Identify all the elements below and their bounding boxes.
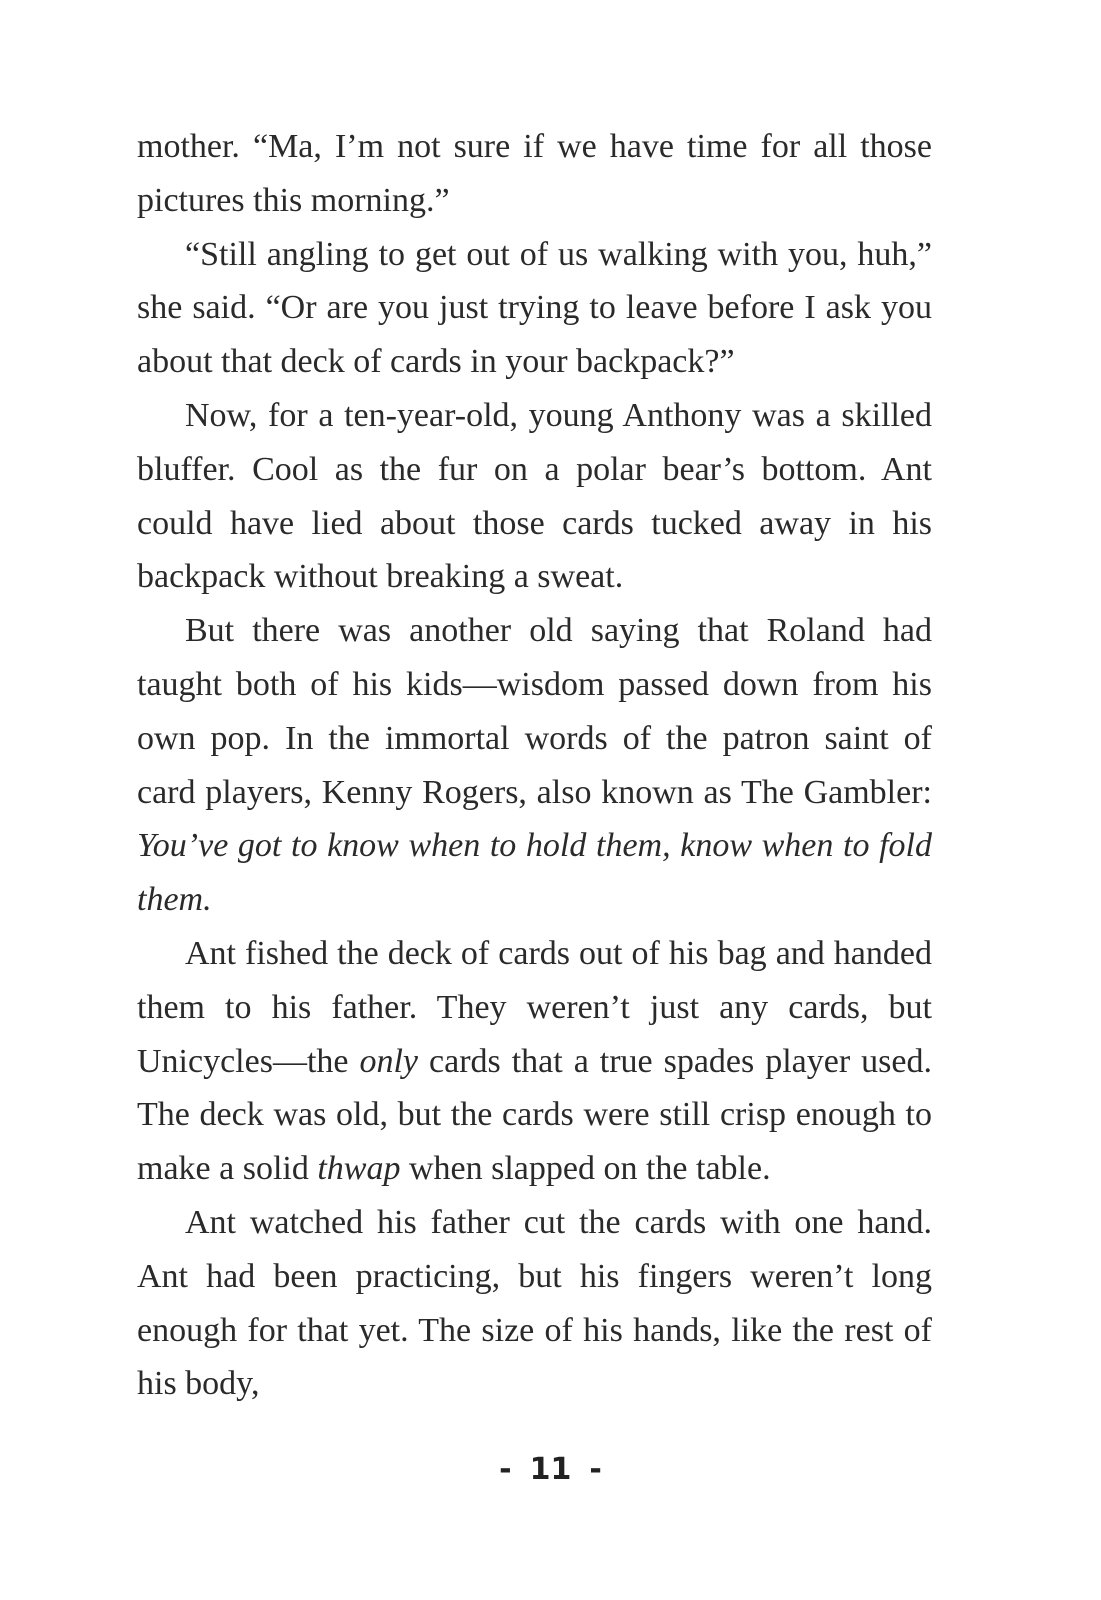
italic-text-run: You’ve got to know when to hold them, know when to fold them. [137, 827, 932, 919]
page-number-dash-right: - [589, 1452, 602, 1487]
italic-text-run: only [359, 1042, 419, 1080]
italic-text-run: thwap [317, 1150, 401, 1188]
text-run: mother. “Ma, I’m not sure if we have time for all those pictures this morning.” [137, 128, 932, 219]
page-number-footer [0, 1452, 1101, 1487]
paragraph [137, 389, 932, 604]
paragraph [137, 927, 932, 1196]
page-number: 11 [529, 1452, 572, 1487]
paragraph [137, 120, 932, 228]
paragraph [137, 228, 932, 389]
text-run: “Still angling to get out of us walking with you, huh,” she said. “Or are you just trying to leave before I ask you about that deck of cards in your backpack?” [137, 235, 932, 381]
text-run: But there was another old saying that Roland had taught both of his kids—wisdom passed down from his own pop. In the immortal words of the patron saint of card players, Kenny Rogers, also known as The Gambler: [137, 612, 932, 811]
text-run: Ant fished the deck of cards out of his bag and handed them to his father. They weren’t just any cards, but Unicycles—the [137, 934, 932, 1080]
text-run: Now, for a ten-year-old, young Anthony was a skilled bluffer. Cool as the fur on a polar bear’s bottom. Ant could have lied about those cards tucked away in his backpack without breaking a sweat. [137, 396, 932, 596]
paragraph [137, 1196, 932, 1411]
text-run: when slapped on the table. [400, 1150, 771, 1188]
text-run: Ant watched his father cut the cards with one hand. Ant had been practicing, but his fingers weren’t long enough for that yet. The size of his hands, like the rest of his body, [137, 1203, 932, 1403]
body-text [137, 120, 932, 1411]
text-run: cards that a true spades player used. The deck was old, but the cards were still crisp enough to make a solid [137, 1042, 932, 1188]
page-number-dash-left: - [499, 1452, 512, 1487]
paragraph [137, 604, 932, 927]
